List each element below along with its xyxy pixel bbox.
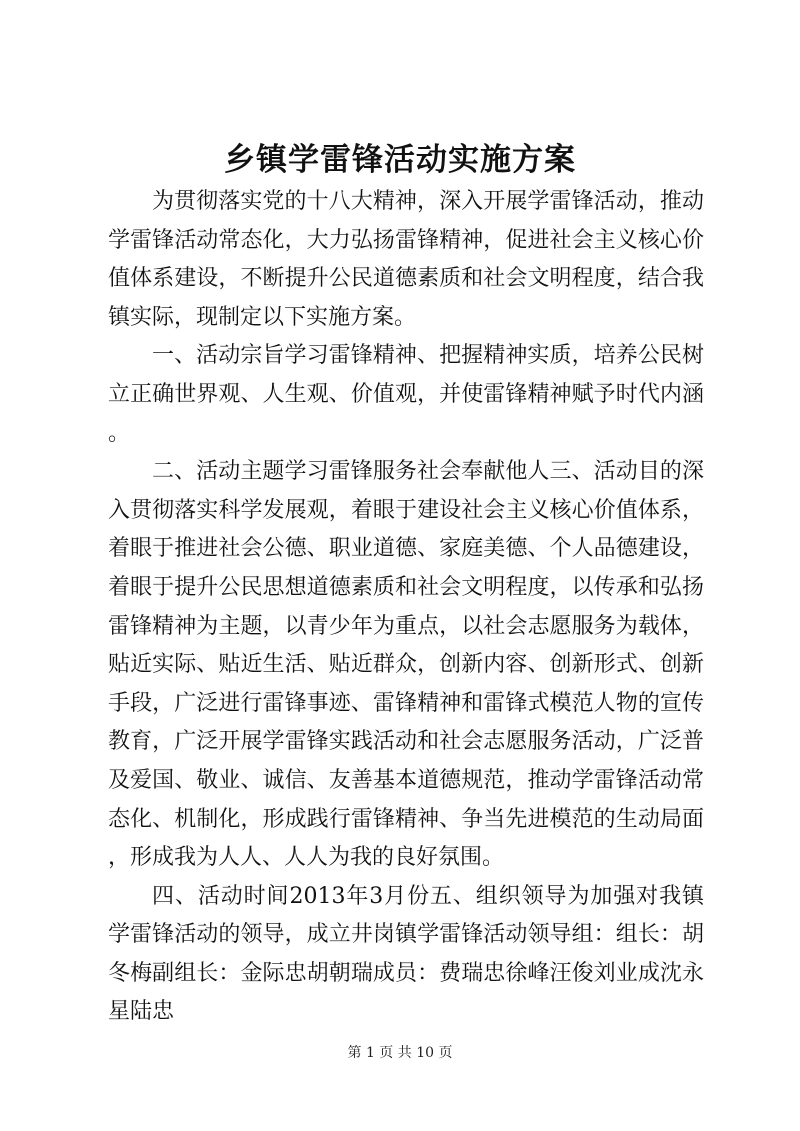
paragraph-theme-goals: 二、活动主题学习雷锋服务社会奉献他人三、活动目的深入贯彻落实科学发展观，着眼于建设社会主义核心价值体系，着眼于推进社会公德、职业道德、家庭美德、个人品德建设，着眼于提升公民思想道德素质和社会文明程度，以传承和弘扬雷锋精神为主题，以青少年为重点，以社会志愿服务为载体，贴近实际、贴近生活、贴近群众，创新内容、创新形式、创新手段，广泛进行雷锋事迹、雷锋精神和雷锋式模范人物的宣传教育，广泛开展学雷锋实践活动和社会志愿服务活动，广泛普及爱国、敬业、诚信、友善基本道德规范，推动学雷锋活动常态化、机制化，形成践行雷锋精神、争当先进模范的生动局面，形成我为人人、人人为我的良好氛围。 (108, 459, 704, 871)
document-title: 乡镇学雷锋活动实施方案 (224, 142, 576, 178)
document-body (108, 183, 704, 1032)
paragraph-time-leadership: 四、活动时间2013年3月份五、组织领导为加强对我镇学雷锋活动的领导，成立井岗镇学雷锋活动领导组：组长：胡冬梅副组长：金际忠胡朝瑞成员：费瑞忠徐峰汪俊刘业成沈永星陆忠 (108, 883, 704, 1025)
paragraph-intro: 为贯彻落实党的十八大精神，深入开展学雷锋活动，推动学雷锋活动常态化，大力弘扬雷锋精神，促进社会主义核心价值体系建设，不断提升公民道德素质和社会文明程度，结合我镇实际，现制定以下实施方案。 (108, 189, 704, 330)
page-number-footer: 第 1 页 共 10 页 (347, 1045, 453, 1061)
paragraph-purpose: 一、活动宗旨学习雷锋精神、把握精神实质，培养公民树立正确世界观、人生观、价值观，并使雷锋精神赋予时代内涵。 (108, 343, 704, 446)
